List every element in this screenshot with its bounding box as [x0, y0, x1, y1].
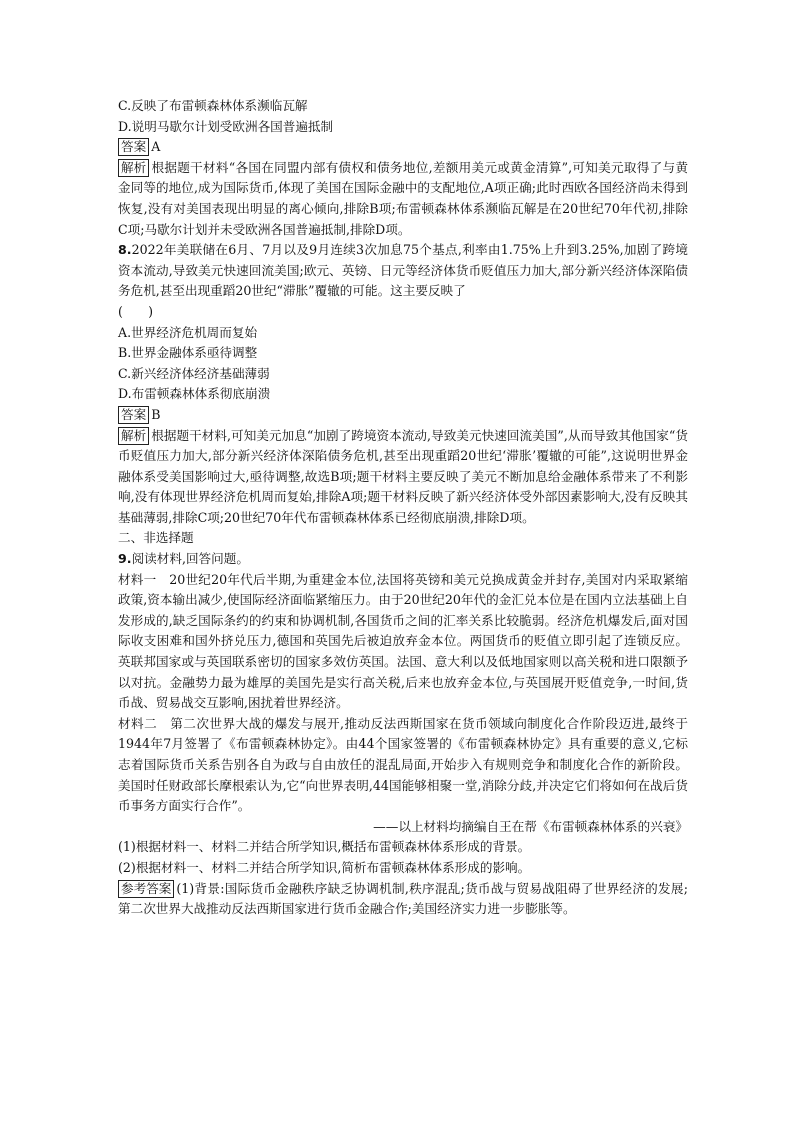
q9-subquestion-1: (1)根据材料一、材料二并结合所学知识,概括布雷顿森林体系形成的背景。: [118, 839, 531, 855]
reference-answer-text: (1)背景:国际货币金融秩序缺乏协调机制,秩序混乱;货币战与贸易战阻碍了世界经济的发展;第二次世界大战推动反法西斯国家进行货币金融合作;美国经济实力进一步膨胀等。: [118, 880, 688, 917]
answer-tag: 答案: [118, 406, 149, 424]
answer-tag: 答案: [118, 138, 149, 156]
material-source: ——以上材料均摘编自王在帮《布雷顿森林体系的兴衰》: [373, 818, 688, 834]
q8-stem-text: 2022年美联储在6月、7月以及9月连续3次加息75个基点,利率由1.75%上升到3.25%,加剧了跨境资本流动,导致美元快速回流美国;欧元、英镑、日元等经济体货币贬值压力加大,部分新兴经济体深陷债务危机,甚至出现重蹈20世纪“滞胀”覆辙的可能。这主要反映了: [118, 242, 688, 299]
material-1-text: 20世纪20年代后半期,为重建金本位,法国将英镑和美元兑换成黄金并封存,美国对内采取紧缩政策,资本输出减少,使国际经济面临紧缩压力。由于20世纪20年代的金汇兑本位是在国内立法基础上自发形成的,缺乏国际条约的约束和协调机制,各国货币之间的汇率关系比较脆弱。经济危机爆发后,面对国际收支困难和国外挤兑压力,德国和英国先后被迫放弃金本位。两国货币的贬值立即引起了连锁反应。英联邦国家或与英国联系密切的国家多效仿英国。法国、意大利以及低地国家则以高关税和进口限额予以对抗。金融势力最为雄厚的美国先是实行高关税,后来也放弃金本位,与英国展开贬值竞争,一时间,货币战、贸易战交互影响,困扰着世界经济。: [118, 571, 689, 711]
q8-analysis: [118, 426, 688, 529]
q8-analysis-text: 根据题干材料,可知美元加息“加剧了跨境资本流动,导致美元快速回流美国”,从而导致其他国家“货币贬值压力加大,部分新兴经济体深陷债务危机,甚至出现重蹈20世纪‘滞胀’覆辙的可能”,这说明世界金融体系受美国影响过大,亟待调整,故选B项;题干材料主要反映了美元不断加息给金融体系带来了不利影响,没有体现世界经济危机周而复始,排除A项;题干材料反映了新兴经济体受外部因素影响大,没有反映其基础薄弱,排除C项;20世纪70年代布雷顿森林体系已经彻底崩溃,排除D项。: [118, 427, 688, 525]
analysis-tag: 解析: [118, 427, 149, 445]
analysis-tag: 解析: [118, 159, 149, 177]
material-2-label: 材料二: [118, 715, 158, 731]
document-page: [118, 96, 688, 920]
q9-material-2: [118, 714, 688, 817]
q8-blank: ( ): [118, 303, 154, 319]
q8-answer: [118, 405, 688, 426]
q7-option-d: D.说明马歇尔计划受欧洲各国普遍抵制: [118, 118, 334, 134]
q9-subquestion-2: (2)根据材料一、材料二并结合所学知识,简析布雷顿森林体系形成的影响。: [118, 859, 531, 875]
q9-number: 9.: [118, 551, 132, 567]
q8-option-d: D.布雷顿森林体系彻底崩溃: [118, 386, 271, 402]
q8-option-a: A.世界经济危机周而复始: [118, 324, 258, 340]
q9-stem: [118, 549, 688, 570]
material-2-text: 第二次世界大战的爆发与展开,推动反法西斯国家在货币领域向制度化合作阶段迈进,最终于1944年7月签署了《布雷顿森林协定》。由44个国家签署的《布雷顿森林协定》具有重要的意义,它标志着国际货币关系告别各自为政与自由放任的混乱局面,开始步入有规则竞争和制度化合作的新阶段。美国时任财政部长摩根索认为,它“向世界表明,44国能够相聚一堂,消除分歧,并决定它们将如何在战后货币事务方面实行合作”。: [118, 715, 689, 814]
q9-stem-text: 阅读材料,回答问题。: [131, 551, 249, 567]
section-heading: 二、非选择题: [118, 530, 194, 546]
q9-material-1: [118, 570, 688, 714]
q7-answer-value: A: [151, 139, 161, 155]
q8-option-c: C.新兴经济体经济基础薄弱: [118, 365, 270, 381]
q7-analysis: [118, 158, 688, 240]
q7-option-c: C.反映了布雷顿森林体系濒临瓦解: [118, 98, 308, 113]
q8-answer-value: B: [151, 406, 161, 422]
q9-reference-answer: [118, 879, 688, 920]
q7-analysis-text: 根据题干材料“各国在同盟内部有债权和债务地位,差额用美元或黄金清算”,可知美元取得了与黄金同等的地位,成为国际货币,体现了美国在国际金融中的支配地位,A项正确;此时西欧各国经济尚未得到恢复,没有对美国表现出明显的离心倾向,排除B项;布雷顿森林体系濒临瓦解是在20世纪70年代初,排除C项;马歇尔计划并未受欧洲各国普遍抵制,排除D项。: [118, 159, 688, 237]
q8-number: 8.: [118, 242, 132, 258]
reference-answer-tag: 参考答案: [118, 880, 174, 898]
q8-option-b: B.世界金融体系亟待调整: [118, 345, 258, 361]
q8-stem: [118, 240, 688, 302]
q7-answer: [118, 137, 688, 158]
material-1-label: 材料一: [118, 571, 157, 587]
